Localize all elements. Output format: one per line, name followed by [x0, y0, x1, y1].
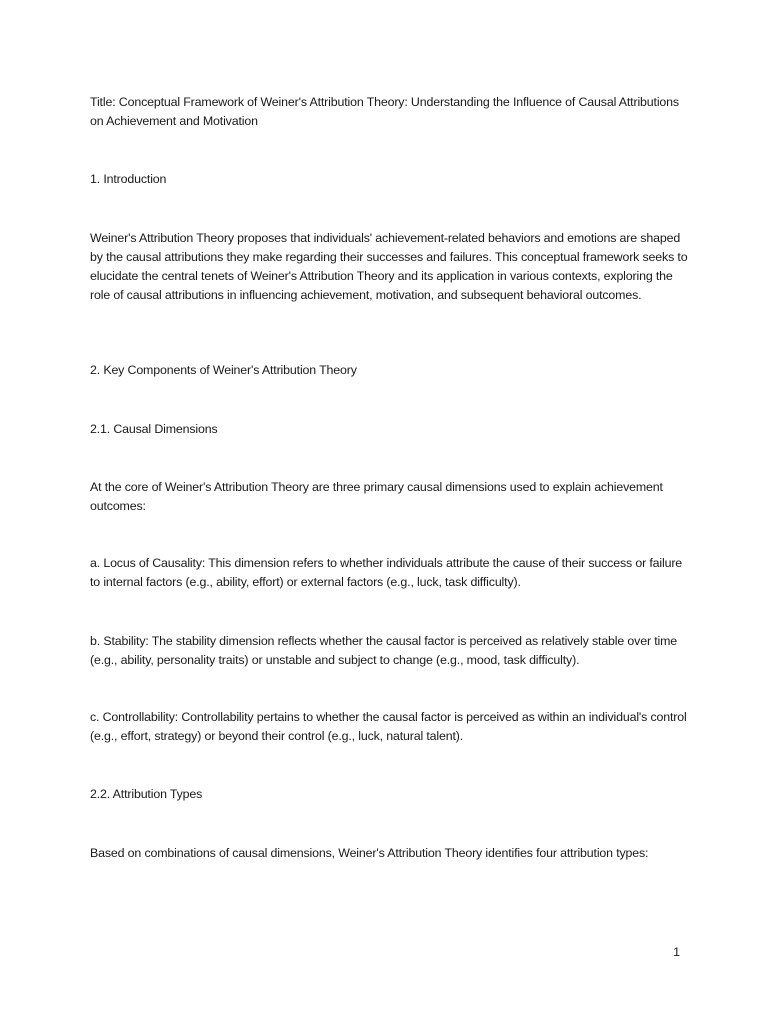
subsection-heading-causal-dimensions: 2.1. Causal Dimensions: [90, 422, 218, 436]
page-number: 1: [673, 945, 680, 959]
section-heading-key-components: 2. Key Components of Weiner's Attribution Theory: [90, 363, 357, 377]
controllability-paragraph: c. Controllability: Controllability pertains to whether the causal factor is perceived as within an individual's control (e.g., effort, strategy) or beyond their control (e.g., luck, natural talent).: [90, 710, 687, 743]
document-title: Title: Conceptual Framework of Weiner's Attribution Theory: Understanding the Influence of Causal Attributions on Achievement and Motivation: [90, 95, 679, 128]
section-heading-introduction: 1. Introduction: [90, 172, 167, 186]
attribution-types-intro-paragraph: Based on combinations of causal dimensions, Weiner's Attribution Theory identifies four attribution types:: [90, 846, 649, 860]
causal-dimensions-intro-paragraph: At the core of Weiner's Attribution Theory are three primary causal dimensions used to explain achievement outcomes:: [90, 480, 663, 513]
stability-paragraph: b. Stability: The stability dimension reflects whether the causal factor is perceived as relatively stable over time (e.g., ability, personality traits) or unstable and subject to change (e.g., mood, task difficulty).: [90, 634, 678, 667]
locus-of-causality-paragraph: a. Locus of Causality: This dimension refers to whether individuals attribute the cause of their success or failure to internal factors (e.g., ability, effort) or external factors (e.g., luck, task difficulty).: [90, 556, 683, 589]
subsection-heading-attribution-types: 2.2. Attribution Types: [90, 787, 203, 801]
introduction-paragraph: Weiner's Attribution Theory proposes that individuals' achievement-related behaviors and emotions are shaped by the causal attributions they make regarding their successes and failures. This conceptual framework seeks to elucidate the central tenets of Weiner's Attribution Theory and its application in various contexts, exploring the role of causal attributions in influencing achievement, motivation, and subsequent behavioral outcomes.: [90, 231, 688, 302]
